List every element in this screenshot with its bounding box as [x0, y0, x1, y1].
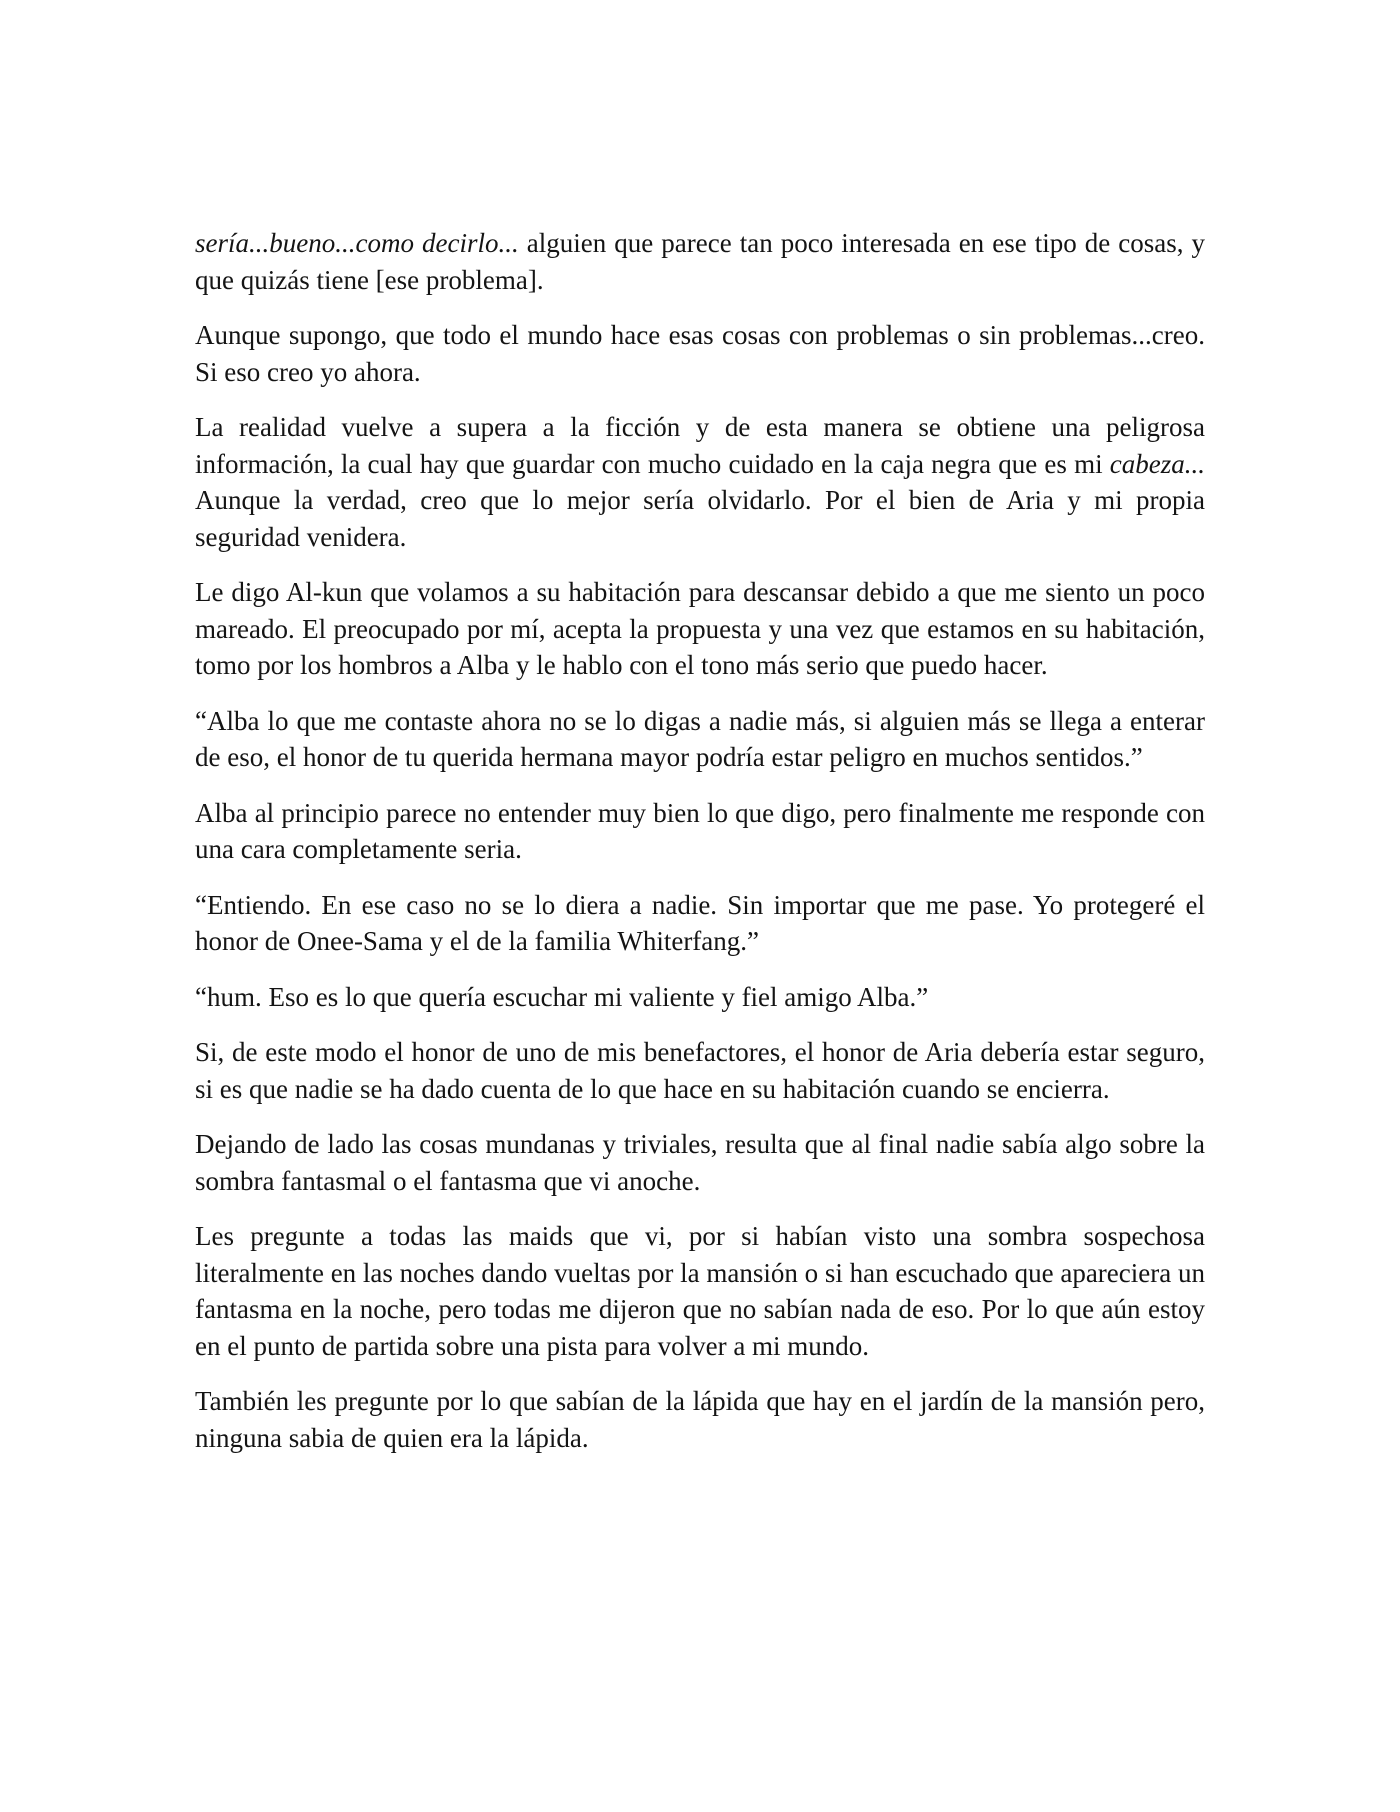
paragraph-text: Aunque supongo, que todo el mundo hace esas cosas con problemas o sin problemas...creo. Si eso creo yo ahora.	[195, 320, 1205, 387]
paragraph-3	[195, 409, 1205, 555]
paragraph-4	[195, 574, 1205, 684]
paragraph-text: Les pregunte a todas las maids que vi, por si habían visto una sombra sospechosa literalmente en las noches dando vueltas por la mansión o si han escuchado que apareciera un fantasma en la noche, pero todas me dijeron que no sabían nada de eso. Por lo que aún estoy en el punto de partida sobre una pista para volver a mi mundo.	[195, 1221, 1205, 1361]
paragraph-12	[195, 1383, 1205, 1456]
paragraph-text: alguien que parece tan poco interesada en ese tipo de cosas, y que quizás tiene [ese problema].	[195, 228, 1206, 295]
body-text	[195, 225, 1205, 1475]
paragraph-6	[195, 795, 1205, 868]
paragraph-9	[195, 1034, 1205, 1107]
italic-lead: sería...bueno...como decirlo...	[195, 228, 519, 258]
paragraph-1	[195, 225, 1205, 298]
paragraph-2	[195, 317, 1205, 390]
paragraph-11	[195, 1218, 1205, 1364]
italic-tail: cabeza...	[1109, 448, 1205, 479]
paragraph-text: “Entiendo. En ese caso no se lo diera a nadie. Sin importar que me pase. Yo protegeré el honor de Onee-Sama y el de la familia Whiterfang.”	[195, 889, 1205, 956]
paragraph-text: También les pregunte por lo que sabían de la lápida que hay en el jardín de la mansión pero, ninguna sabia de quien era la lápida.	[195, 1386, 1205, 1453]
paragraph-text: Dejando de lado las cosas mundanas y triviales, resulta que al final nadie sabía algo sobre la sombra fantasmal o el fantasma que vi anoche.	[195, 1129, 1205, 1196]
paragraph-text: La realidad vuelve a supera a la ficción y de esta manera se obtiene una peligrosa información, la cual hay que guardar con mucho cuidado en la caja negra que es mi	[195, 412, 1205, 479]
paragraph-5	[195, 703, 1205, 776]
paragraph-text: Alba al principio parece no entender muy bien lo que digo, pero finalmente me responde con una cara completamente seria.	[195, 797, 1205, 864]
paragraph-text-after: Aunque la verdad, creo que lo mejor sería olvidarlo. Por el bien de Aria y mi propia seguridad venidera.	[195, 485, 1205, 552]
paragraph-text: Le digo Al-kun que volamos a su habitación para descansar debido a que me siento un poco mareado. El preocupado por mí, acepta la propuesta y una vez que estamos en su habitación, tomo por los hombros a Alba y le hablo con el tono más serio que puedo hacer.	[195, 577, 1205, 680]
paragraph-8	[195, 979, 1205, 1016]
paragraph-text: “Alba lo que me contaste ahora no se lo digas a nadie más, si alguien más se llega a enterar de eso, el honor de tu querida hermana mayor podría estar peligro en muchos sentidos.”	[195, 705, 1205, 772]
paragraph-7	[195, 887, 1205, 960]
paragraph-text: “hum. Eso es lo que quería escuchar mi valiente y fiel amigo Alba.”	[195, 981, 929, 1012]
paragraph-text: Si, de este modo el honor de uno de mis benefactores, el honor de Aria debería estar seguro, si es que nadie se ha dado cuenta de lo que hace en su habitación cuando se encierra.	[195, 1037, 1205, 1104]
paragraph-10	[195, 1126, 1205, 1199]
